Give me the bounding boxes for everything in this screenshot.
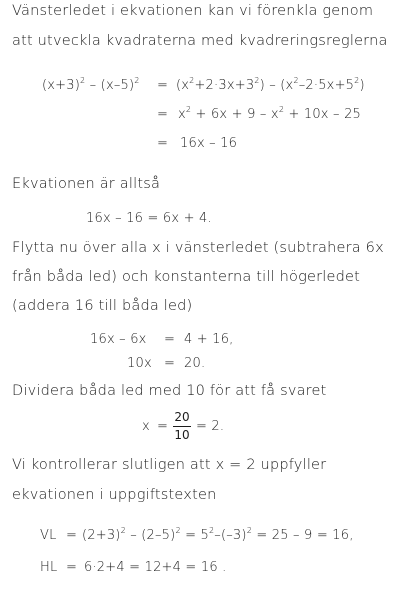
step-1-equals: = bbox=[164, 332, 176, 347]
result-equation: 16x – 16 = 6x + 4. bbox=[86, 211, 212, 226]
answer-rhs: = 2. bbox=[196, 419, 225, 434]
expansion-equals-3: = bbox=[157, 136, 169, 151]
answer-denominator: 10 bbox=[174, 428, 190, 442]
expansion-equals-2: = bbox=[157, 107, 169, 122]
answer-lhs: x bbox=[142, 419, 150, 434]
expansion-rhs-1: $(x^2+2\cdot 3x+3^2) - (x^2-2\cdot 5x+5^2)$ bbox=[176, 76, 365, 93]
move-line-1: Flytta nu över alla x i vänsterledet (subtrahera 6x bbox=[12, 240, 384, 256]
step-2-lhs: 10x bbox=[127, 356, 152, 371]
answer-fraction bbox=[173, 410, 191, 442]
lhs-term-a-exponent: 2 bbox=[80, 76, 86, 85]
result-intro: Ekvationen är alltså bbox=[12, 176, 161, 192]
answer-numerator: 20 bbox=[174, 410, 190, 424]
fraction-bar bbox=[173, 426, 191, 427]
intro-line-2: att utveckla kvadraterna med kvadreringsreglerna bbox=[12, 33, 388, 49]
step-1-lhs: 16x – 6x bbox=[90, 332, 147, 347]
answer-equals: = bbox=[157, 419, 169, 434]
vl-equals: = bbox=[66, 528, 78, 543]
lhs-term-a: (x+3) bbox=[42, 78, 81, 93]
lhs-term-b-exponent: 2 bbox=[134, 76, 140, 85]
expansion-rhs-3: 16x – 16 bbox=[180, 136, 238, 151]
step-2-equals: = bbox=[164, 356, 176, 371]
expansion-rhs-2: $x^2 + 6x + 9 - x^2 + 10x - 25$ bbox=[178, 105, 362, 122]
move-line-3: (addera 16 till båda led) bbox=[12, 298, 193, 314]
vl-expression: $(2+3)^2 - (2-5)^2 = 5^2-(-3)^2 = 25 - 9 = 16$, bbox=[82, 526, 354, 543]
hl-label: HL bbox=[40, 560, 58, 575]
expansion-line-1 bbox=[42, 78, 140, 93]
divide-text: Dividera båda led med 10 för att få svaret bbox=[12, 383, 327, 399]
verify-line-2: ekvationen i uppgiftstexten bbox=[12, 487, 217, 503]
hl-expression: 6·2+4 = 12+4 = 16 . bbox=[84, 560, 227, 575]
intro-line-1: Vänsterledet i ekvationen kan vi förenkla genom bbox=[12, 3, 374, 19]
verify-line-1: Vi kontrollerar slutligen att x = 2 uppfyller bbox=[12, 457, 327, 473]
step-2-rhs: 20. bbox=[184, 356, 206, 371]
vl-label: VL bbox=[40, 528, 57, 543]
hl-equals: = bbox=[66, 560, 78, 575]
lhs-term-b: – (x–5) bbox=[85, 78, 135, 93]
move-line-2: från båda led) och konstanterna till högerledet bbox=[12, 269, 361, 285]
expansion-equals-1: = bbox=[157, 78, 169, 93]
step-1-rhs: 4 + 16, bbox=[184, 332, 234, 347]
